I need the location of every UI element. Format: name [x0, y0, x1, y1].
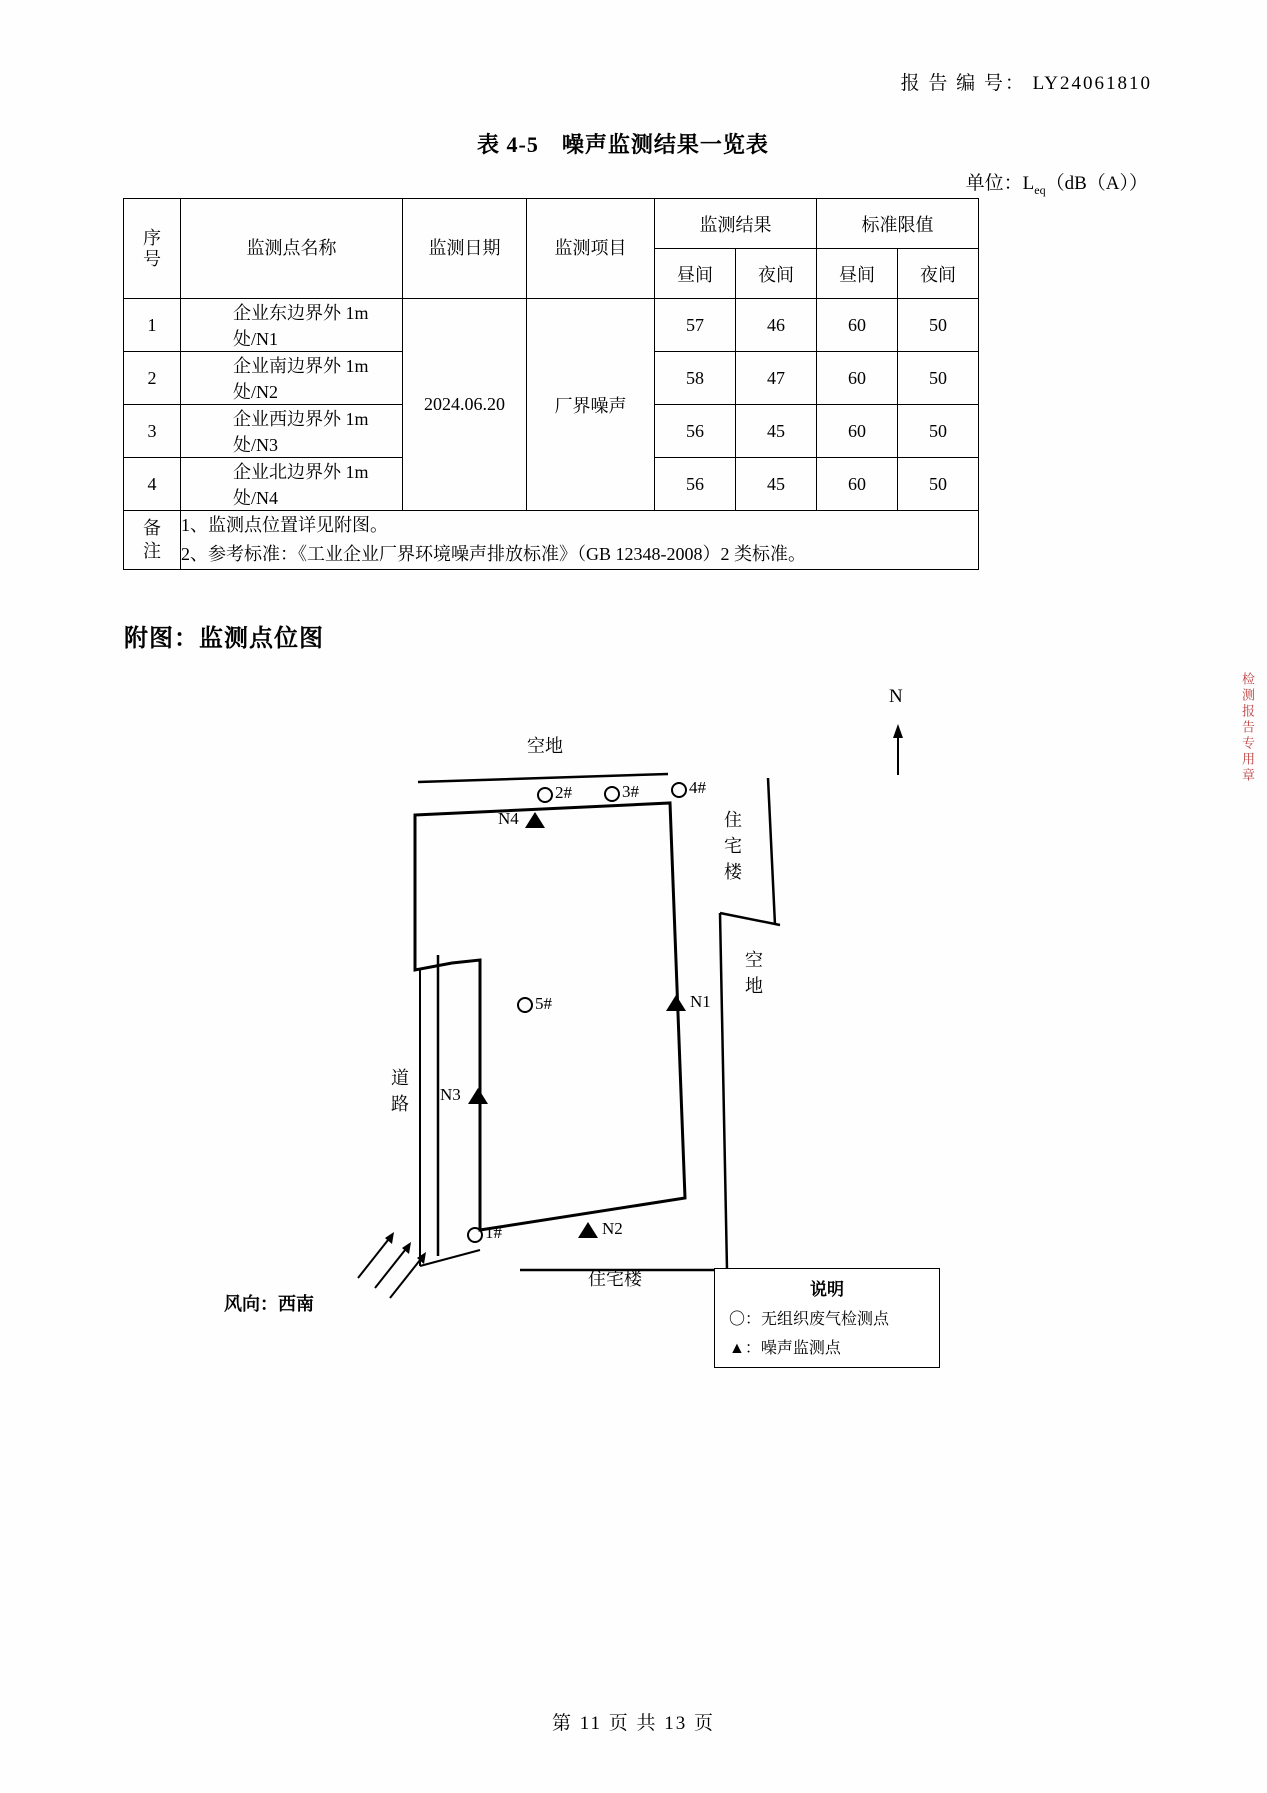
- unit-suffix: （dB（A））: [1045, 173, 1148, 194]
- cell-item: 厂界噪声: [527, 299, 655, 511]
- cell-point-name: 企业西边界外 1m 处/N3: [181, 405, 403, 458]
- cell-seq: 3: [124, 405, 181, 458]
- label-point-n1: N1: [690, 992, 711, 1011]
- point-circle-3: [605, 787, 619, 801]
- remark-label-char1: 备: [143, 517, 161, 538]
- cell-limit-night: 50: [898, 405, 979, 458]
- boundary-top: [418, 774, 668, 782]
- th-limit-night: 夜间: [898, 249, 979, 299]
- label-wind-direction: 风向：西南: [224, 1294, 314, 1314]
- label-compass-n: N: [889, 686, 903, 707]
- label-point-n4: N4: [498, 809, 519, 828]
- label-point-3: 3#: [622, 782, 639, 801]
- legend-title: 说明: [810, 1280, 844, 1299]
- point-triangle-n2: [578, 1222, 598, 1238]
- th-limit: 标准限值: [817, 199, 979, 249]
- cell-limit-day: 60: [817, 299, 898, 352]
- table-header-row-1: [124, 199, 979, 249]
- label-zhuzhailou-bottom: 住宅楼: [588, 1269, 642, 1289]
- cell-seq: 2: [124, 352, 181, 405]
- label-point-5: 5#: [535, 994, 552, 1013]
- wind-direction-arrows: [358, 1232, 426, 1298]
- point-triangle-n4: [525, 812, 545, 828]
- cell-limit-night: 50: [898, 352, 979, 405]
- table-remark-row: [124, 511, 979, 570]
- boundary-right-tick: [720, 913, 780, 925]
- monitoring-point-map: [120, 670, 1140, 1430]
- remark-label: [124, 511, 181, 570]
- cell-limit-day: 60: [817, 352, 898, 405]
- label-point-1: 1#: [485, 1223, 502, 1242]
- cell-seq: 1: [124, 299, 181, 352]
- th-seq: 序 号: [124, 199, 181, 299]
- cell-day: 56: [655, 458, 736, 511]
- cell-night: 47: [736, 352, 817, 405]
- remark-label-char2: 注: [143, 541, 161, 562]
- seal-side-text: 检测报告专用章: [1240, 672, 1255, 784]
- point-triangle-n3: [468, 1088, 488, 1104]
- label-point-n2: N2: [602, 1219, 623, 1238]
- table-title: 表 4-5 噪声监测结果一览表: [477, 132, 769, 157]
- cell-day: 57: [655, 299, 736, 352]
- cell-day: 56: [655, 405, 736, 458]
- cell-point-name: 企业北边界外 1m 处/N4: [181, 458, 403, 511]
- label-daolu: 道路: [389, 1068, 409, 1120]
- th-date: 监测日期: [403, 199, 527, 299]
- table-row: [124, 299, 979, 352]
- point-circle-1: [468, 1228, 482, 1242]
- table-unit-label: [966, 168, 1148, 198]
- cell-point-name: 企业南边界外 1m 处/N2: [181, 352, 403, 405]
- legend-item-gas: 〇：无组织废气检测点: [729, 1311, 890, 1328]
- th-result: 监测结果: [655, 199, 817, 249]
- cell-seq: 4: [124, 458, 181, 511]
- th-point-name: 监测点名称: [181, 199, 403, 299]
- cell-limit-day: 60: [817, 458, 898, 511]
- remark-line-2: 2、参考标准：《工业企业厂界环境噪声排放标准》（GB 12348-2008）2 类标准。: [181, 544, 806, 565]
- cell-date: 2024.06.20: [403, 299, 527, 511]
- report-number: 报 告 编 号： LY24061810: [900, 73, 1152, 94]
- label-point-4: 4#: [689, 778, 706, 797]
- th-result-day: 昼间: [655, 249, 736, 299]
- unit-subscript: eq: [1034, 182, 1046, 197]
- map-legend: [714, 1268, 940, 1368]
- cell-limit-night: 50: [898, 299, 979, 352]
- unit-prefix: 单位：L: [965, 173, 1035, 194]
- label-kongdi-top: 空地: [527, 736, 563, 756]
- point-circle-4: [672, 783, 686, 797]
- cell-point-name: 企业东边界外 1m 处/N1: [181, 299, 403, 352]
- noise-results-table: [123, 198, 979, 570]
- road-line-bottom: [420, 1250, 480, 1266]
- boundary-right-lower: [720, 913, 727, 1270]
- remark-body: [181, 511, 979, 570]
- cell-night: 45: [736, 458, 817, 511]
- compass-north-icon: [893, 724, 903, 775]
- cell-limit-night: 50: [898, 458, 979, 511]
- boundary-right-upper: [768, 778, 775, 925]
- th-result-night: 夜间: [736, 249, 817, 299]
- label-zhuzhailou-right: 住宅楼: [722, 810, 742, 888]
- remark-line-1: 1、监测点位置详见附图。: [181, 515, 388, 535]
- cell-limit-day: 60: [817, 405, 898, 458]
- cell-night: 45: [736, 405, 817, 458]
- page-footer: 第 11 页 共 13 页: [551, 1713, 716, 1734]
- th-limit-day: 昼间: [817, 249, 898, 299]
- figure-title: 附图：监测点位图: [124, 626, 324, 652]
- label-kongdi-right: 空地: [743, 950, 763, 1002]
- label-point-2: 2#: [555, 783, 572, 802]
- factory-outline: [415, 803, 685, 1230]
- legend-item-noise: ▲：噪声监测点: [729, 1340, 841, 1357]
- cell-day: 58: [655, 352, 736, 405]
- point-circle-2: [538, 788, 552, 802]
- th-item: 监测项目: [527, 199, 655, 299]
- cell-night: 46: [736, 299, 817, 352]
- point-circle-5: [518, 998, 532, 1012]
- point-triangle-n1: [666, 995, 686, 1011]
- label-point-n3: N3: [440, 1085, 461, 1104]
